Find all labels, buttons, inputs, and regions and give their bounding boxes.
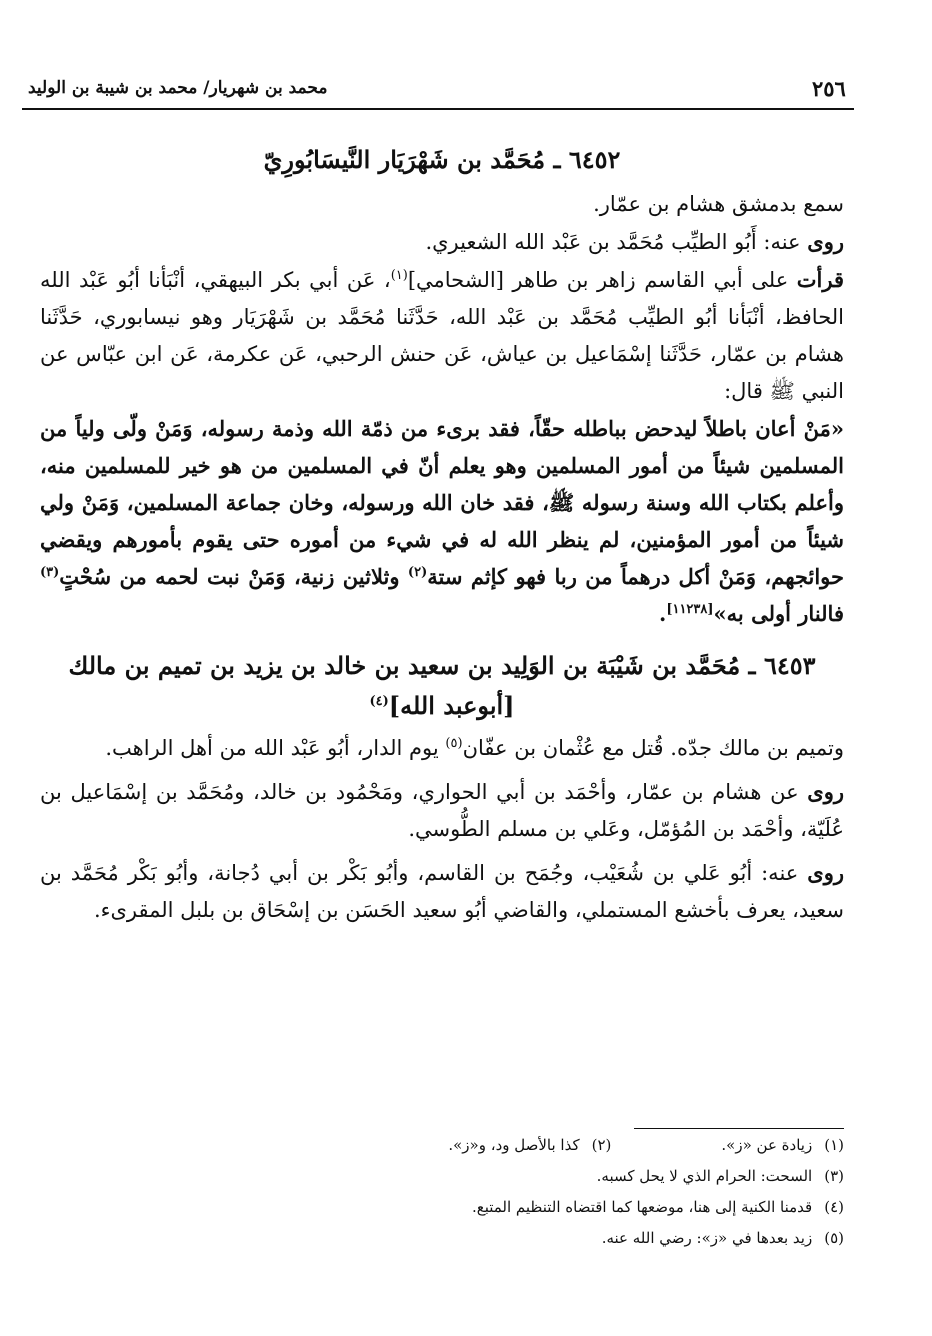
- entry-6452-p3-text-b: ، عَن أبي بكر البيهقي، أنْبَأنا أبُو عَبْد الله الحافظ، أنْبَأنا أبُو الطيِّب مُحَمَّد بن عَبْد الله، حَدَّثَنا مُحَمَّد بن شَهْرَيَار وهو نيسابوري، حَدَّثَنا هشام بن عمّار، حَدَّثَنا إسْمَاعيل بن عياش، عَن حنش الرحبي، عَن عكرمة، عَن ابن عبّاس عن النبي ﷺ قال:: [40, 268, 844, 403]
- footnote-1: [721, 1130, 844, 1161]
- footnote-text: كذا بالأصل ود، و«ز».: [448, 1136, 580, 1154]
- footnote-3: [40, 1161, 844, 1192]
- hadith-end: .: [659, 601, 667, 626]
- keyword-rawa: روى: [807, 779, 844, 804]
- footnote-text: قدمنا الكنية إلى هنا، موضعها كما اقتضاه التنظيم المتبع.: [471, 1198, 813, 1216]
- entry-6452-p1-text: سمع بدمشق هشام بن عمّار.: [593, 192, 844, 216]
- page-number: ٢٥٦: [812, 76, 846, 101]
- entry-6452-p3-text-a: على أبي القاسم زاهر بن طاهر [الشحامي]: [407, 268, 797, 292]
- keyword-rawa: روى: [807, 229, 844, 254]
- footnote-ref-1: (١): [390, 268, 408, 283]
- keyword-qaratu: قرأت: [796, 267, 844, 292]
- entry-6452-p2-text: عنه: أَبُو الطيِّب مُحَمَّد بن عَبْد الله الشعيري.: [425, 230, 808, 254]
- entry-6452-p3: [40, 261, 844, 410]
- page-header: [22, 70, 854, 110]
- entry-6453-title-line2: [أبوعبد الله]: [388, 691, 515, 720]
- entry-6453-p3: [40, 854, 844, 929]
- footnote-2: [448, 1130, 611, 1161]
- footnote-ref-4: (٤): [369, 694, 389, 709]
- entry-6453-p2: [40, 773, 844, 848]
- footnote-number: (١): [824, 1136, 844, 1154]
- entry-6453-p1: [40, 730, 844, 767]
- footnote-row: [40, 1130, 844, 1161]
- entry-6453-p2-text: عن هشام بن عمّار، وأحْمَد بن أبي الحواري، ومَحْمُود بن خالد، ومُحَمَّد بن إسْمَاعيل بن عُلَيّة، وأحْمَد بن المُؤمّل، وعَلي بن مسلم الطُّوسي.: [40, 780, 844, 841]
- running-title: محمد بن شهريار/ محمد بن شيبة بن الوليد: [28, 78, 328, 98]
- entry-6452-p2: [40, 223, 844, 261]
- entry-6453-title-line1: ٦٤٥٣ ـ مُحَمَّد بن شَيْبَة بن الوَلِيد بن سعيد بن خالد بن يزيد بن تميم بن مالك: [68, 651, 816, 680]
- footnote-4: [40, 1192, 844, 1223]
- footnote-number: (٣): [824, 1167, 844, 1185]
- entry-6453-p3-text: عنه: أبُو عَلي بن شُعَيْب، وجُمَح بن القاسم، وأبُو بَكْر بن أبي دُجانة، وأبُو بَكْر مُحَمَّد بن سعيد، يعرف بأخشع المستملي، والقاضي أبُو سعيد الحَسَن بن إسْحَاق بن بلبل المقرىء.: [40, 861, 844, 922]
- footnote-number: (٢): [591, 1136, 612, 1154]
- hadith-text: [40, 410, 844, 632]
- footnote-ref-3: (٣): [40, 565, 60, 580]
- entry-6452-p1: [40, 186, 844, 223]
- footnote-ref-5: (٥): [445, 736, 463, 751]
- footnote-number: (٤): [824, 1198, 844, 1216]
- footnote-text: زيد بعدها في «ز»: رضي الله عنه.: [601, 1229, 813, 1247]
- footnotes: [40, 1130, 844, 1254]
- footnote-separator: [634, 1128, 844, 1129]
- footnote-number: (٥): [824, 1229, 844, 1247]
- footnote-text: السحت: الحرام الذي لا يحل كسبه.: [596, 1167, 813, 1185]
- footnote-ref-2: (٢): [407, 565, 428, 580]
- keyword-rawa: روى: [807, 860, 844, 885]
- hadith-part-b: وثلاثين زنية، وَمَنْ نبت لحمه من سُحْتٍ: [59, 564, 408, 589]
- hadith-part-c: فالنار أولى به»: [713, 601, 844, 626]
- entry-6453-title: [40, 646, 844, 726]
- entry-6453-p1-text-b: يوم الدار، أبُو عَبْد الله من أهل الراهب.: [105, 736, 446, 760]
- footnote-5: [40, 1223, 844, 1254]
- entry-6453-p1-text-a: وتميم بن مالك جدّه. قُتل مع عُثْمان بن عفّان: [462, 736, 844, 760]
- footnote-text: زيادة عن «ز».: [721, 1136, 813, 1154]
- hadith-part-a: «مَنْ أعان باطلاً ليدحض بباطله حقّاً، فقد برىء من ذمّة الله وذمة رسوله، وَمَنْ ولّى ولياً من المسلمين شيئاً من أمور المسلمين وهو يعلم أنّ في المسلمين من هو خير للمسلمين منه، وأعلم بكتاب الله وسنة رسوله ﷺ، فقد خان الله ورسوله، وخان جماعة المسلمين، وَمَنْ ولي شيئاً من أمور المؤمنين، لم ينظر الله له في شيء من أموره حتى يقوم بأمورهم ويقضي حوائجهم، وَمَنْ أكل درهماً من ربا فهو كإثم ستة: [40, 416, 844, 589]
- main-text: [40, 140, 844, 929]
- entry-6452-title: ٦٤٥٢ ـ مُحَمَّد بن شَهْرَيَار النَّيسَابُورِيّ: [263, 145, 621, 174]
- hadith-reference: [١١٢٣٨]: [666, 602, 714, 617]
